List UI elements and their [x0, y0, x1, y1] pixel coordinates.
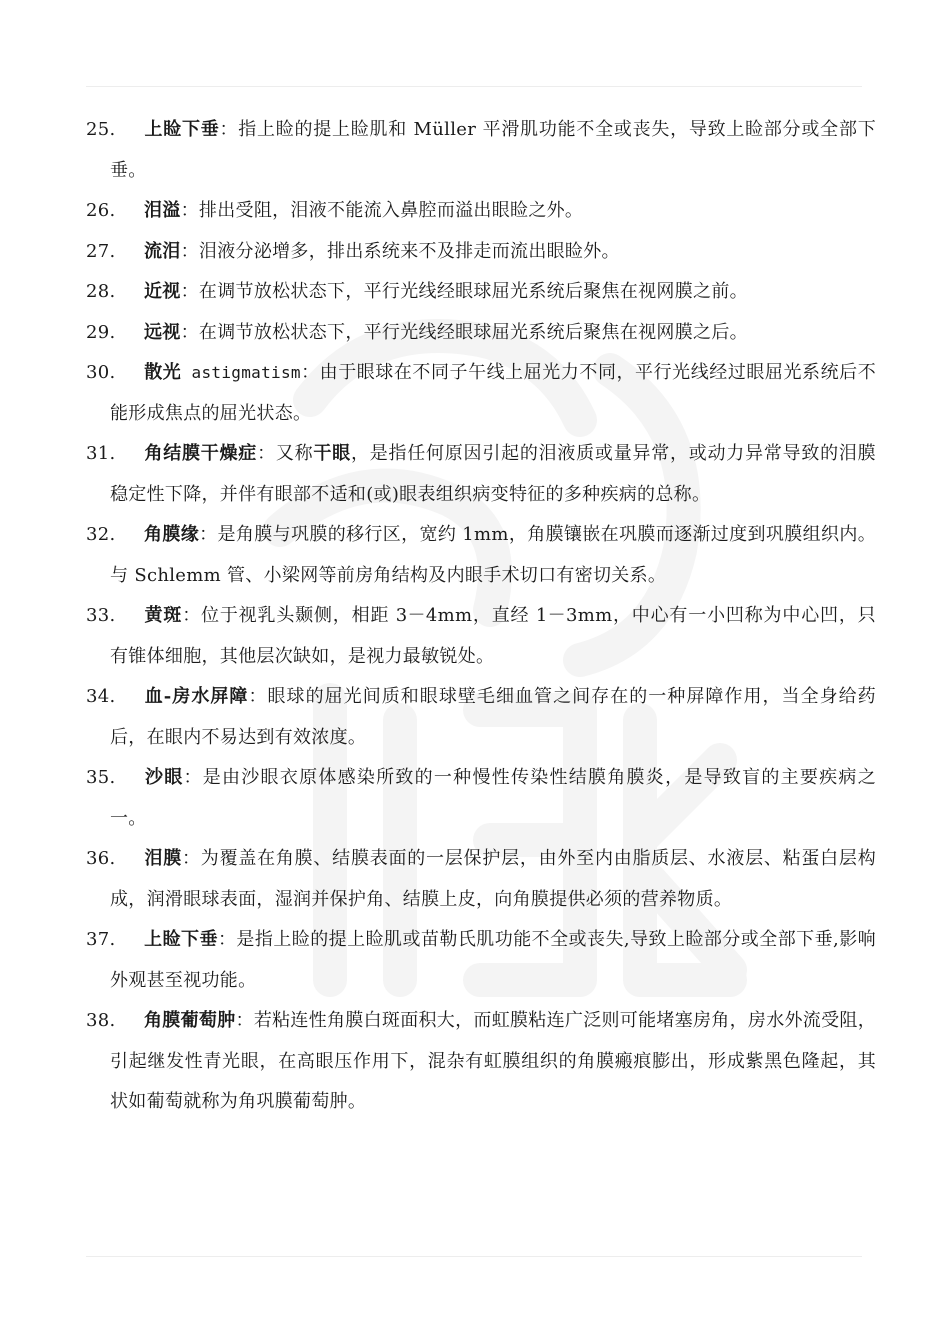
entry-number: 34. [86, 686, 116, 707]
footer-rule [86, 1256, 862, 1257]
entry-definition: 泪液分泌增多，排出系统来不及排走而流出眼睑外。 [198, 240, 620, 262]
entry-definition: 为覆盖在角膜、结膜表面的一层保护层，由外至内由脂质层、水液层、粘蛋白层构成，润滑眼球表面，湿润并保护角、结膜上皮，向角膜提供必须的营养物质。 [110, 848, 876, 910]
entry-definition: 指上睑的提上睑肌和 Müller 平滑肌功能不全或丧失，导致上睑部分或全部下垂。 [110, 119, 876, 181]
entry-term: 角结膜干燥症 [144, 443, 258, 464]
glossary-entry-38 [86, 1001, 876, 1123]
entry-definition: ，是指任何原因引起的泪液质或量异常，或动力异常导致的泪膜稳定性下降，并伴有眼部不适和(或)眼表组织病变特征的多种疾病的总称。 [110, 443, 876, 505]
entry-term: 角膜缘 [144, 524, 200, 545]
entry-definition: 是指上睑的提上睑肌或苗勒氏肌功能不全或丧失,导致上睑部分或全部下垂,影响外观甚至视功能。 [110, 929, 876, 991]
entry-definition: 排出受阻，泪液不能流入鼻腔而溢出眼睑之外。 [198, 200, 584, 221]
entry-term-alias: 干眼 [313, 443, 351, 464]
entry-number: 38. [86, 1010, 116, 1031]
entry-separator: ： [182, 848, 201, 869]
entry-separator: ： [182, 605, 202, 626]
entry-number: 31. [86, 443, 116, 464]
entry-definition: 眼球的屈光间质和眼球壁毛细血管之间存在的一种屏障作用，当全身给药后，在眼内不易达到有效浓度。 [110, 686, 876, 748]
entry-separator: ： [180, 240, 199, 262]
entry-separator: ： [180, 200, 199, 221]
entry-number: 36. [86, 848, 116, 869]
glossary-entry-29 [86, 313, 876, 354]
entry-number: 26. [86, 200, 116, 221]
entry-term: 散光 [144, 362, 182, 383]
glossary-entry-35 [86, 758, 876, 839]
entry-number: 35. [86, 767, 116, 788]
entry-term: 远视 [144, 321, 181, 343]
entry-definition: 由于眼球在不同子午线上屈光力不同，平行光线经过眼屈光系统后不能形成焦点的屈光状态。 [110, 362, 876, 424]
entry-number: 29. [86, 321, 116, 343]
entry-definition: 在调节放松状态下，平行光线经眼球屈光系统后聚焦在视网膜之后。 [198, 321, 748, 343]
entry-term: 泪膜 [144, 848, 183, 869]
glossary-list [86, 110, 876, 1123]
glossary-entry-36 [86, 839, 876, 920]
entry-number: 28. [86, 281, 116, 302]
entry-separator: ： [257, 443, 276, 464]
entry-separator: ： [217, 929, 237, 950]
glossary-entry-26 [86, 191, 876, 232]
entry-separator: ： [235, 1010, 254, 1031]
entry-number: 30. [86, 362, 116, 383]
glossary-entry-33 [86, 596, 876, 677]
entry-term: 近视 [144, 281, 181, 302]
entry-separator: ： [219, 119, 239, 140]
glossary-entry-27 [86, 232, 876, 273]
entry-separator: ： [300, 362, 320, 383]
entry-separator: ： [199, 524, 218, 545]
entry-separator: ： [180, 321, 199, 343]
glossary-entry-32 [86, 515, 876, 596]
entry-separator: ： [180, 281, 199, 302]
entry-term: 沙眼 [144, 767, 184, 788]
header-rule [86, 86, 862, 87]
glossary-entry-37 [86, 920, 876, 1001]
entry-term: 流泪 [144, 240, 181, 262]
entry-definition: 位于视乳头颞侧，相距 3－4mm，直经 1－3mm，中心有一小凹称为中心凹，只有锥体细胞，其他层次缺如，是视力最敏锐处。 [110, 605, 876, 667]
glossary-entry-31 [86, 434, 876, 515]
entry-definition-prefix: 又称 [275, 443, 314, 464]
entry-term: 血-房水屏障 [144, 686, 249, 707]
entry-separator: ： [183, 767, 203, 788]
entry-term: 泪溢 [144, 200, 181, 221]
glossary-entry-34 [86, 677, 876, 758]
entry-definition: 若粘连性角膜白斑面积大，而虹膜粘连广泛则可能堵塞房角，房水外流受阻，引起继发性青光眼，在高眼压作用下，混杂有虹膜组织的角膜瘢痕膨出，形成紫黑色隆起，其状如葡萄就称为角巩膜葡萄肿。 [110, 1010, 877, 1112]
entry-number: 25. [86, 119, 116, 140]
entry-definition: 在调节放松状态下，平行光线经眼球屈光系统后聚焦在视网膜之前。 [198, 281, 748, 302]
entry-term: 上睑下垂 [144, 119, 220, 140]
glossary-entry-28 [86, 272, 876, 313]
entry-number: 37. [86, 929, 116, 950]
entry-separator: ： [248, 686, 268, 707]
entry-definition: 是由沙眼衣原体感染所致的一种慢性传染性结膜角膜炎，是导致盲的主要疾病之一。 [110, 767, 876, 829]
entry-term: 角膜葡萄肿 [144, 1010, 236, 1031]
entry-number: 32. [86, 524, 116, 545]
entry-definition: 是角膜与巩膜的移行区，宽约 1mm，角膜镶嵌在巩膜而逐渐过度到巩膜组织内。与 Schlemm 管、小梁网等前房角结构及内眼手术切口有密切关系。 [110, 524, 876, 586]
entry-number: 33. [86, 605, 116, 626]
entry-term: 黄斑 [144, 605, 183, 626]
glossary-entry-25 [86, 110, 876, 191]
glossary-entry-30 [86, 353, 876, 434]
entry-term: 上睑下垂 [144, 929, 218, 950]
entry-term-latin: astigmatism [181, 363, 301, 382]
entry-number: 27. [86, 240, 116, 262]
